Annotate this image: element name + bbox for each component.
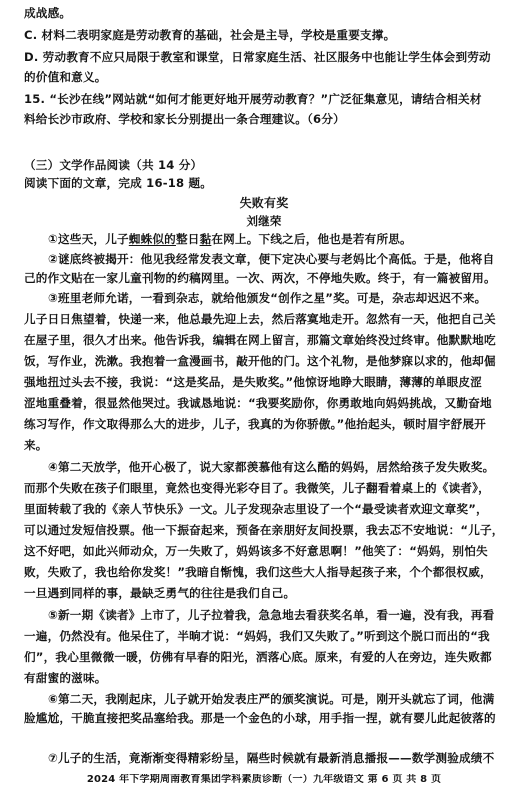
- paragraph-5-line: 们”，我心里微微一暖，仿佛有早春的阳光，洒落心底。原来，有爱的人在旁边，连失败都: [24, 650, 492, 664]
- paragraph-5-line: 有甜蜜的滋味。: [24, 671, 107, 685]
- paragraph-3-line: 涩地重叠着，很显然他哭过。我诚恳地说：“我要奖励你，你勇敢地向妈妈挑战，又勤奋地: [24, 396, 492, 410]
- page-footer: 2024 年下学期周南教育集团学科素质诊断（一）九年级语文 第 6 页 共 8 页: [86, 774, 442, 785]
- paragraph-2-line: ②谜底终被揭开：他见我经常发表文章，便下定决心要与老妈比个高低。于是，他将自: [48, 252, 495, 266]
- paragraph-6-line: ⑥第二天，我刚起床，儿子就开始发表庄严的颁奖演说。可是，刚开头就忘了词，他满: [48, 692, 495, 706]
- paragraph-4-line: 败，失败了，我也给你发奖！”我暗自惭愧，我们这些大人指导起孩子来，个个都很权威，: [24, 565, 492, 579]
- paragraph-4-line: 可以通过发短信投票。他一下振奋起来，预备在亲朋好友间投票，我去忑不安地说：“儿子，: [24, 523, 504, 537]
- question-15-line-2: 料给长沙市政府、学校和家长分别提出一条合理建议。（6分）: [24, 112, 345, 126]
- paragraph-4-line: 而那个失败在孩子们眼里，竟然也变得光彩夺目了。我微笑，儿子翻看着桌上的《读者》，: [24, 481, 490, 495]
- paragraph-3-line: 在屋子里，很久才出来。他告诉我，编辑在网上留言，那篇文章始终没过终审。他默默地吃: [24, 333, 496, 347]
- article-author: 刘继荣: [246, 214, 282, 228]
- paragraph-3-line: 饭，写作业，洗漱。我抱着一盒漫画书，敲开他的门。这个礼物，是他梦寐以求的，他却倔: [24, 354, 496, 368]
- article-title: 失败有奖: [239, 196, 289, 210]
- paragraph-3-line: 练习写作，作文取得那么大的进步，儿子，我真的为你骄傲。”他抬起头，顿时眉宇舒展开: [24, 417, 486, 431]
- paragraph-6-line: 脸尴尬，干脆直接把奖品塞给我。那是一个金色的小球，用手指一捏，就有婴儿此起彼落的: [24, 711, 496, 725]
- paragraph-3-line: ③班里老师允诺，一看到杂志，就给他颁发“创作之星”奖。可是，杂志却迟迟不来。: [48, 291, 487, 305]
- section-heading: （三）文学作品阅读（共 14 分）: [24, 158, 203, 172]
- question-15-line-1: 15. “长沙在线”网站就“如何才能更好地开展劳动教育？”广泛征集意见，请结合相关材: [24, 92, 482, 106]
- paragraph-4-line: ④第二天放学，他开心极了，说大家都羡慕他有这么酷的妈妈，居然给孩子发失败奖。: [48, 460, 495, 474]
- option-d-line-2: 的价值和意义。: [24, 70, 107, 84]
- paragraph-4-line: 里面转载了我的《亲人节快乐》一文。儿子发现杂志里设了一个“最受读者欢迎文章奖”，: [24, 502, 488, 516]
- paragraph-7-line: ⑦儿子的生活，竟渐渐变得精彩纷呈，隔些时候就有最新消息播报——数学测验成绩不: [48, 751, 495, 765]
- paragraph-3-line: 强地扭过头去不接，我说：“这是奖品，是失败奖。”他惊讶地睁大眼睛，薄薄的单眼皮涩: [24, 375, 483, 389]
- paragraph-5-line: ⑤新一期《读者》上市了，儿子拉着我，急急地去看获奖名单，看一遍，没有我，再看: [48, 608, 495, 622]
- option-d-line-1: D. 劳动教育不应只局限于教室和课堂，日常家庭生活、社区服务中也能让学生体会到劳动: [24, 50, 491, 64]
- option-b-tail: 成战感。: [24, 6, 72, 20]
- paragraph-3-line: 来。: [24, 438, 48, 452]
- paragraph-4-line: 这不好吧，如此兴师动众，万一失败了，妈妈该多不好意思啊！”他笑了：“妈妈，别怕失: [24, 544, 488, 558]
- paragraph-5-line: 一遍，仍然没有。他呆住了，半晌才说：“妈妈，我们又失败了。”听到这个脱口而出的“我: [24, 629, 490, 643]
- paragraph-2-line: 己的作文贴在一家儿童刊物的约稿网里。一次、两次，不停地失败。终于，有一篇被留用。: [24, 271, 496, 285]
- underlined-word: 黏: [199, 232, 212, 246]
- paragraph-4-line: 一旦遇到同样的事，最缺乏勇气的往往是我们自己。: [24, 586, 296, 600]
- paragraph-3-line: 儿子日日焦望着，快递一来，他总最先迎上去，然后落寞地走开。忽然有一天，他把自己关: [24, 312, 496, 326]
- underlined-phrase: 蜘蛛似的: [128, 232, 176, 246]
- section-instruction: 阅读下面的文章，完成 16-18 题。: [24, 176, 213, 190]
- paragraph-1: ①这些天，儿子蜘蛛似的整日黏在网上。下线之后，他也是若有所思。: [48, 232, 412, 246]
- option-c: C. 材料二表明家庭是劳动教育的基础，社会是主导，学校是重要支撑。: [24, 28, 396, 42]
